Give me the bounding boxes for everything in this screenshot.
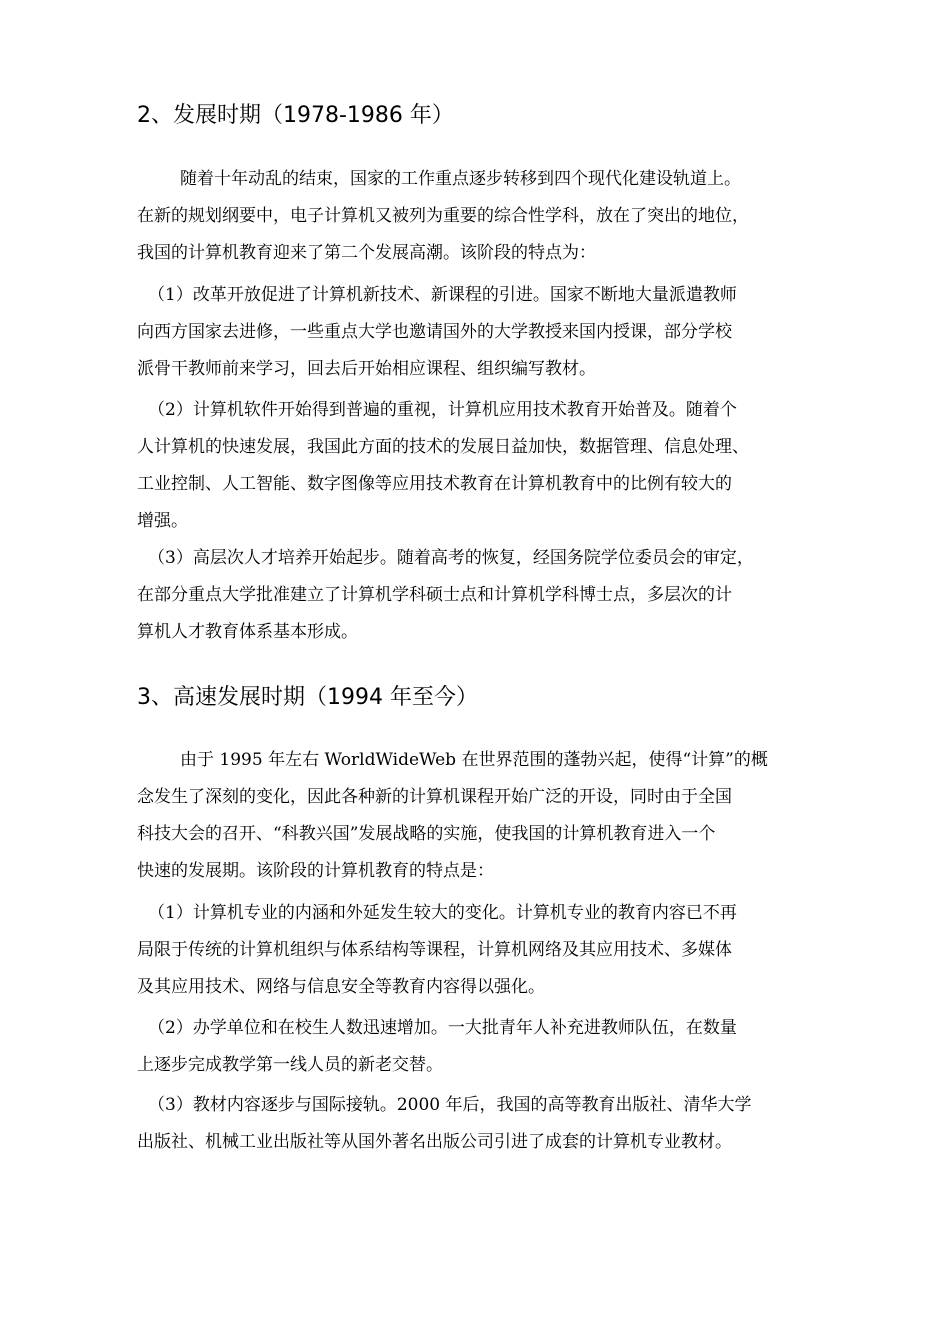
section-2-intro-line-1: 随着十年动乱的结束，国家的工作重点逐步转移到四个现代化建设轨道上。: [180, 169, 741, 189]
section-3-intro-line-3: 科技大会的召开、“科教兴国”发展战略的实施，使我国的计算机教育进入一个: [137, 824, 716, 844]
section-2-item-2-line-3: 工业控制、人工智能、数字图像等应用技术教育在计算机教育中的比例有较大的: [137, 474, 732, 494]
section-3-intro-line-1: 由于 1995 年左右 WorldWideWeb 在世界范围的蓬勃兴起，使得“计算”的概: [180, 750, 768, 770]
section-2-item-3-line-1: （3）高层次人才培养开始起步。随着高考的恢复，经国务院学位委员会的审定，: [148, 548, 754, 568]
section-2-intro-line-3: 我国的计算机教育迎来了第二个发展高潮。该阶段的特点为：: [137, 243, 596, 263]
section-2-item-1-line-2: 向西方国家去进修，一些重点大学也邀请国外的大学教授来国内授课，部分学校: [137, 322, 732, 342]
section-2-item-2-line-1: （2）计算机软件开始得到普遍的重视，计算机应用技术教育开始普及。随着个: [148, 400, 737, 420]
section-3-item-1-line-2: 局限于传统的计算机组织与体系结构等课程，计算机网络及其应用技术、多媒体: [137, 940, 732, 960]
section-3-intro-line-4: 快速的发展期。该阶段的计算机教育的特点是：: [137, 861, 494, 881]
section-2-item-2-line-2: 人计算机的快速发展，我国此方面的技术的发展日益加快，数据管理、信息处理、: [137, 437, 749, 457]
section-3-item-3-line-1: （3）教材内容逐步与国际接轨。2000 年后，我国的高等教育出版社、清华大学: [148, 1095, 752, 1115]
section-2-item-1-line-3: 派骨干教师前来学习，回去后开始相应课程、组织编写教材。: [137, 359, 596, 379]
section-3-item-3-line-2: 出版社、机械工业出版社等从国外著名出版公司引进了成套的计算机专业教材。: [137, 1132, 732, 1152]
section-2-item-3-line-2: 在部分重点大学批准建立了计算机学科硕士点和计算机学科博士点，多层次的计: [137, 585, 732, 605]
section-3-item-2-line-2: 上逐步完成教学第一线人员的新老交替。: [137, 1055, 443, 1075]
section-2-item-2-line-4: 增强。: [137, 511, 188, 531]
section-3-intro-line-2: 念发生了深刻的变化，因此各种新的计算机课程开始广泛的开设，同时由于全国: [137, 787, 732, 807]
section-3-heading: 3、高速发展时期（1994 年至今）: [137, 685, 478, 710]
section-3-item-2-line-1: （2）办学单位和在校生人数迅速增加。一大批青年人补充进教师队伍，在数量: [148, 1018, 737, 1038]
section-2-item-3-line-3: 算机人才教育体系基本形成。: [137, 622, 358, 642]
section-2-intro-line-2: 在新的规划纲要中，电子计算机又被列为重要的综合性学科，放在了突出的地位，: [137, 206, 749, 226]
section-3-item-1-line-3: 及其应用技术、网络与信息安全等教育内容得以强化。: [137, 977, 545, 997]
section-2-heading: 2、发展时期（1978-1986 年）: [137, 103, 454, 128]
section-3-item-1-line-1: （1）计算机专业的内涵和外延发生较大的变化。计算机专业的教育内容已不再: [148, 903, 737, 923]
section-2-item-1-line-1: （1）改革开放促进了计算机新技术、新课程的引进。国家不断地大量派遣教师: [148, 285, 737, 305]
